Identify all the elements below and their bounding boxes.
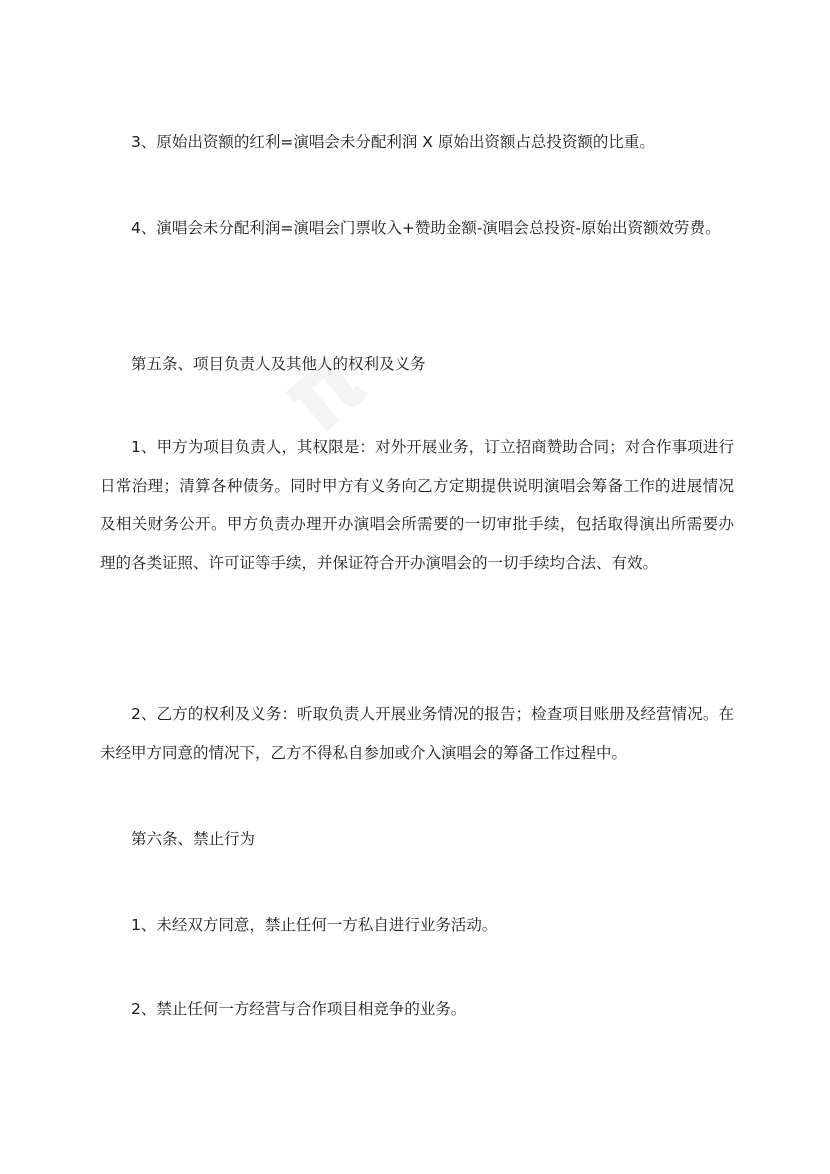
clause-paragraph: 2、乙方的权利及义务：听取负责人开展业务情况的报告；检查项目账册及经营情况。在未经甲方同意的情况下，乙方不得私自参加或介入演唱会的筹备工作过程中。 (100, 705, 734, 762)
clause-paragraph: 2、禁止任何一方经营与合作项目相竞争的业务。 (131, 1000, 467, 1018)
section-heading: 第六条、禁止行为 (131, 830, 256, 848)
clause-paragraph: 3、原始出资额的红利=演唱会未分配利润 X 原始出资额占总投资额的比重。 (131, 133, 655, 151)
clause-paragraph: 1、未经双方同意，禁止任何一方私自进行业务活动。 (131, 916, 498, 934)
clause-paragraph: 1、甲方为项目负责人，其权限是：对外开展业务，订立招商赞助合同；对合作事项进行日常治理；清算各种债务。同时甲方有义务向乙方定期提供说明演唱会筹备工作的进展情况及相关财务公开。甲方负责办理开办演唱会所需要的一切审批手续，包括取得演出所需要办理的各类证照、许可证等手续，并保证符合开办演唱会的一切手续均合法、有效。 (100, 438, 734, 572)
clause-paragraph: 4、演唱会未分配利润=演唱会门票收入+赞助金额-演唱会总投资-原始出资额效劳费。 (131, 219, 721, 237)
section-heading: 第五条、项目负责人及其他人的权利及义务 (131, 355, 426, 373)
